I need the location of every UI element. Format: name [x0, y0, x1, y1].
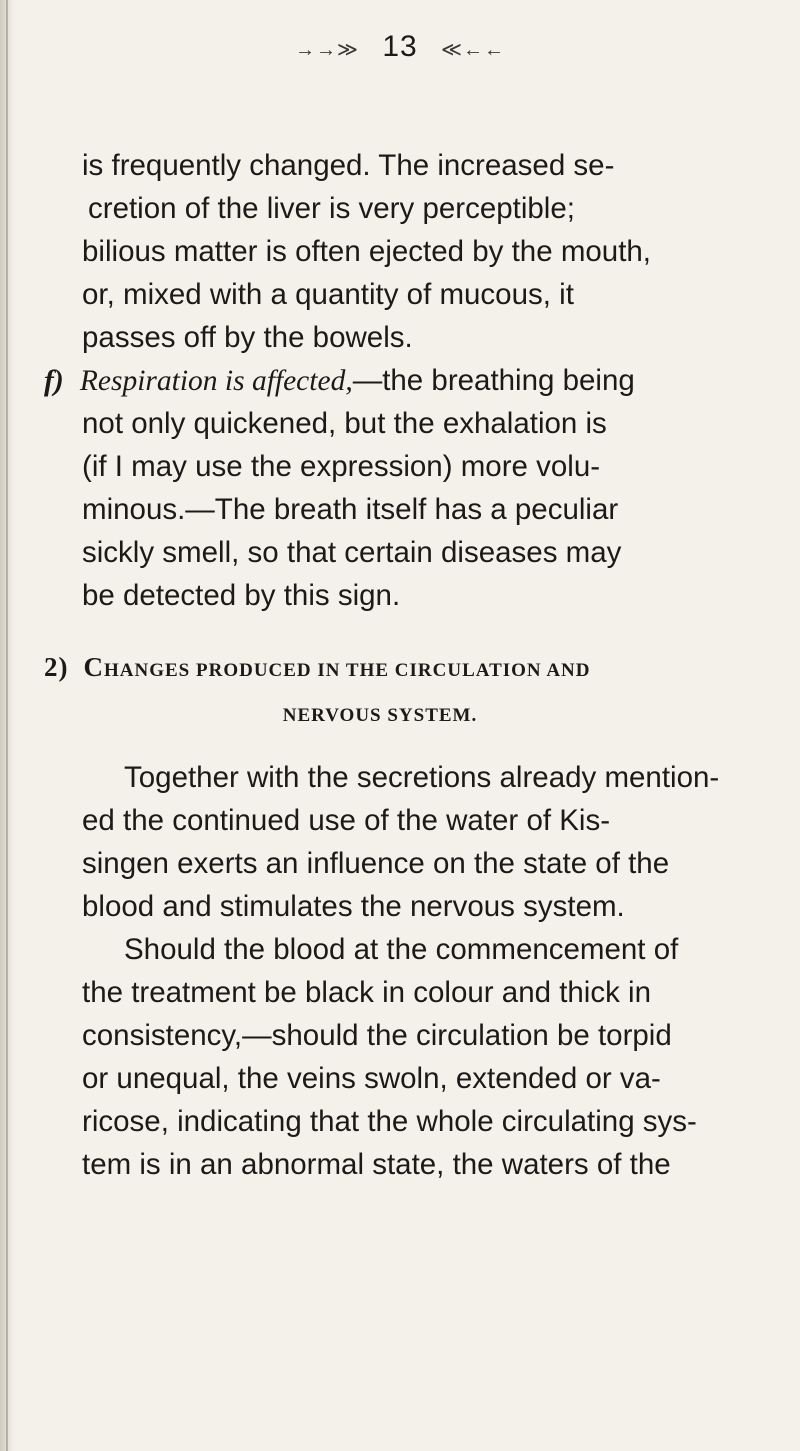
section-f-title: Respiration is affected,	[79, 365, 353, 397]
text-line: (if I may use the expression) more volu-	[82, 450, 601, 483]
section-2-number: 2)	[44, 652, 69, 682]
section-2-heading-line2-wrap	[0, 705, 800, 727]
text-line: Together with the secretions already mention-	[124, 761, 720, 794]
section-2-heading-initial: C	[83, 652, 104, 682]
text-line: ed the continued use of the water of Kis-	[82, 804, 611, 837]
section-2-heading-line2: NERVOUS SYSTEM.	[282, 705, 478, 726]
text-line: bilious matter is often ejected by the mouth,	[82, 235, 651, 268]
text-line: blood and stimulates the nervous system.	[82, 890, 625, 923]
text-line: the treatment be black in colour and thick in	[82, 976, 652, 1009]
section-2-heading-line1: HANGES PRODUCED IN THE CIRCULATION AND	[104, 660, 591, 681]
page-number: 13	[382, 30, 418, 63]
text-line: or unequal, the veins swoln, extended or va-	[82, 1062, 661, 1095]
ornament-left: →→≫	[295, 39, 359, 61]
text-line: tem is in an abnormal state, the waters of the	[82, 1148, 671, 1181]
text-line: passes off by the bowels.	[82, 321, 413, 354]
text-line: be detected by this sign.	[82, 579, 401, 612]
text-line: consistency,—should the circulation be torpid	[82, 1019, 672, 1052]
section-f-first-line	[44, 361, 635, 402]
text-line: cretion of the liver is very perceptible;	[88, 192, 575, 225]
text-line: Should the blood at the commencement of	[124, 933, 679, 966]
text-line: minous.—The breath itself has a peculiar	[82, 493, 619, 526]
section-f-label: f)	[44, 365, 64, 397]
section-2-heading	[44, 652, 591, 683]
text-line: sickly smell, so that certain diseases may	[82, 536, 622, 569]
text-line: ricose, indicating that the whole circulating sys-	[82, 1105, 697, 1138]
text-line: singen exerts an influence on the state of the	[82, 847, 670, 880]
text-line: or, mixed with a quantity of mucous, it	[82, 278, 574, 311]
text-line: not only quickened, but the exhalation is	[82, 407, 607, 440]
section-f-first-line-rest: —the breathing being	[352, 364, 635, 397]
text-line: is frequently changed. The increased se-	[82, 149, 615, 182]
ornament-right: ≪←←	[441, 39, 505, 61]
page-header	[0, 30, 800, 64]
